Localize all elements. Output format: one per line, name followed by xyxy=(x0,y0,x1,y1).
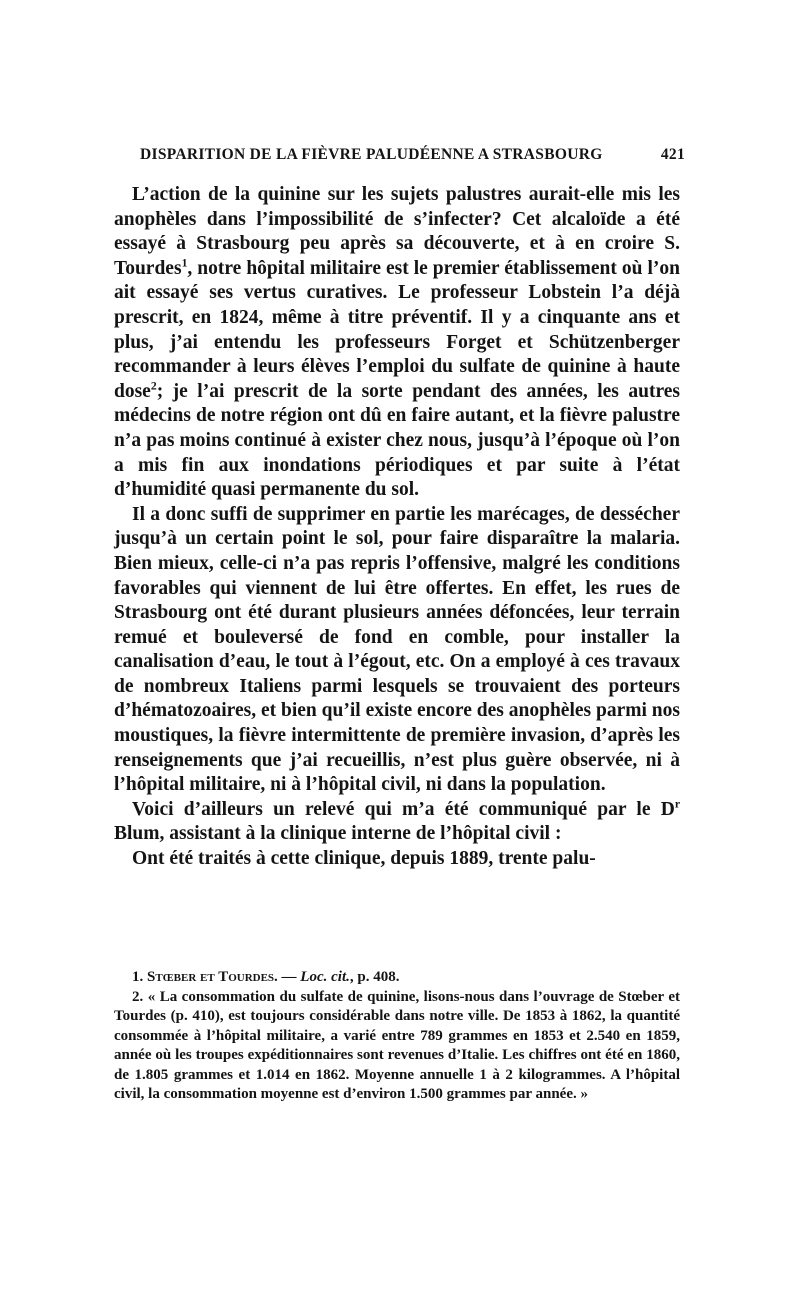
footnote-1-ref: Loc. cit. xyxy=(300,969,350,985)
paragraph-3: Voici d’ailleurs un relevé qui m’a été communiqué par le $D^r$ Blum, assistant à la clinique interne de l’hôpital civil : xyxy=(114,797,680,845)
footnotes xyxy=(114,968,680,1105)
running-title: DISPARITION DE LA FIÈVRE PALUDÉENNE A STRASBOURG xyxy=(140,146,603,163)
doctor-abbrev-sup: r xyxy=(674,797,680,811)
running-head xyxy=(140,146,685,164)
footnote-1: 1. Stœber et Tourdes. — Loc. cit., p. 408. xyxy=(132,969,400,985)
paragraph-4: Ont été traités à cette clinique, depuis 1889, trente palu- xyxy=(132,848,596,870)
page-number: 421 xyxy=(660,146,685,163)
footnote-2: 2. « La consommation du sulfate de quinine, lisons-nous dans l’ouvrage de Stœber et Tourdes (p. 410), est toujours considérable dans notre ville. De 1853 à 1862, la quantité consommée à l’hôpital militaire, a varié entre 789 grammes en 1853 et 2.540 en 1859, année où les troupes expéditionnaires sont revenues d’Italie. Les chiffres ont été en 1860, de 1.805 grammes et 1.014 en 1862. Moyenne annuelle 1 à 2 kilogrammes. A l’hôpital civil, la consommation moyenne est d’environ 1.500 grammes par année. » xyxy=(114,988,680,1102)
footnote-ref-1: 1 xyxy=(181,256,188,270)
paragraph-1: L’action de la quinine sur les sujets palustres aurait-elle mis les anophèles dans l’impossibilité de s’infecter? Cet alcaloïde a été essayé à Strasbourg peu après sa découverte, et à en croire S. Tourdes$^1$, notre hôpital militaire est le premier établissement où l’on ait essayé ses vertus curatives. Le professeur Lobstein l’a déjà prescrit, en 1824, même à titre préventif. Il y a cinquante ans et plus, j’ai entendu les professeurs Forget et Schützenberger recommander à leurs élèves l’emploi du sulfate de quinine à haute dose$^2$; je l’ai prescrit de la sorte pendant des années, les autres médecins de notre région ont dû en faire autant, et la fièvre palustre n’a pas moins continué à exister chez nous, jusqu’à l’époque où l’on a mis fin aux inondations périodiques et par suite à l’état d’humidité quasi permanente du sol. xyxy=(114,184,680,501)
main-text xyxy=(114,183,680,872)
paragraph-2: Il a donc suffi de supprimer en partie les marécages, de dessécher jusqu’à un certain point le sol, pour faire disparaître la malaria. Bien mieux, celle-ci n’a pas repris l’offensive, malgré les conditions favorables qui viennent de lui être offertes. En effet, les rues de Strasbourg ont été durant plusieurs années défoncées, leur terrain remué et bouleversé de fond en comble, pour installer la canalisation d’eau, le tout à l’égout, etc. On a employé à ces travaux de nombreux Italiens parmi lesquels se trouvaient des porteurs d’hématozoaires, et bien qu’il existe encore des anophèles parmi nos moustiques, la fièvre intermittente de première invasion, d’après les renseignements que j’ai recueillis, n’est plus guère observée, ni à l’hôpital militaire, ni à l’hôpital civil, ni dans la population. xyxy=(114,503,680,796)
footnote-ref-2: 2 xyxy=(150,379,157,393)
footnote-1-authors: Stœber et Tourdes. xyxy=(147,969,278,985)
